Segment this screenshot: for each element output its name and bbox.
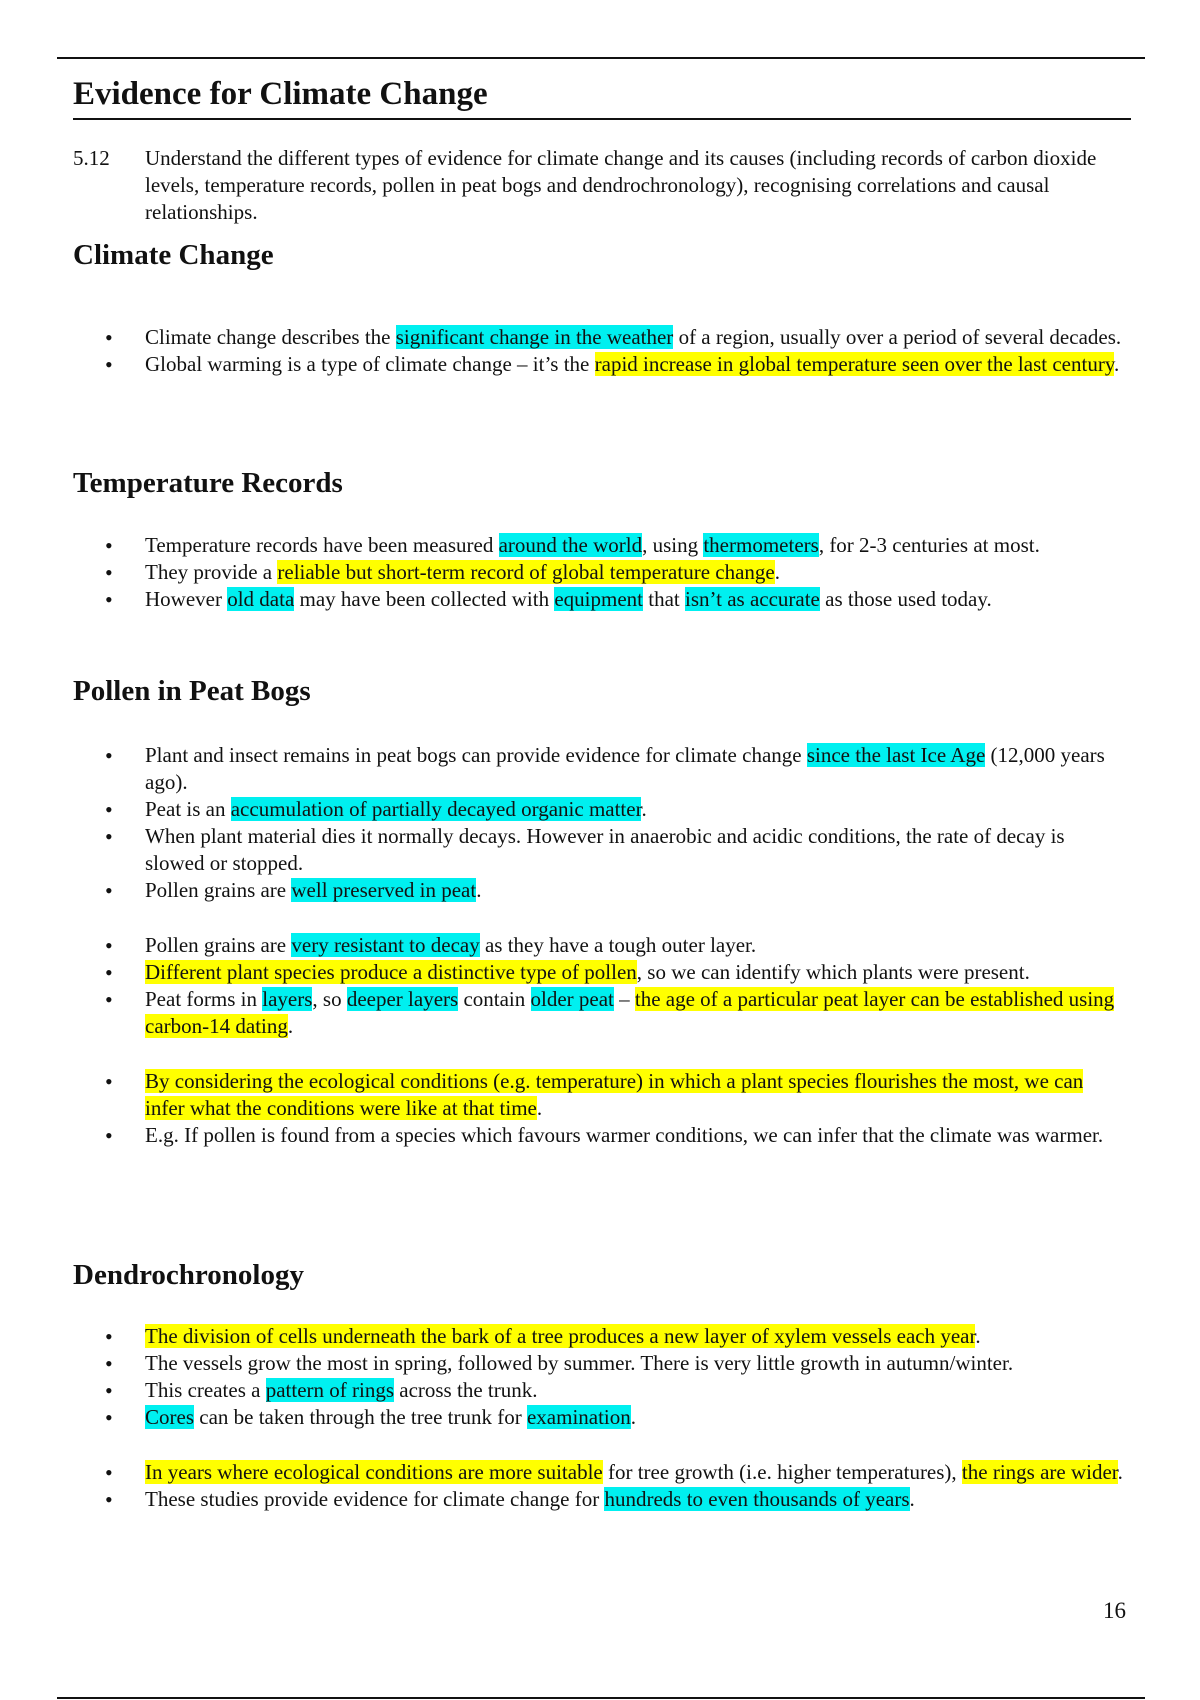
text: . [536,1096,543,1120]
text: as they have a tough outer layer. [479,933,757,957]
highlight-cyan: old data [227,587,295,611]
text: They provide a [145,560,278,584]
text: , so we can identify which plants were present. [636,960,1030,984]
highlight-cyan: since the last Ice Age [806,743,986,767]
text: The vessels grow the most in spring, followed by summer. There is very little growth in autumn/winter. [145,1351,1014,1375]
list-item [105,324,1125,351]
highlight-cyan: significant change in the weather [395,325,674,349]
list-item [105,1404,1125,1431]
text: Climate change describes the [145,325,396,349]
list-item [105,1068,1125,1122]
spec-text: Understand the different types of evidence for climate change and its causes (including records of carbon dioxide levels, temperature records, pollen in peat bogs and dendrochronology), recognising correlations and causal relationships. [145,146,1097,224]
text: . [1113,352,1120,376]
text: for tree growth (i.e. higher temperatures), [602,1460,962,1484]
page-title: Evidence for Climate Change [73,72,1131,120]
text: as those used today. [819,587,992,611]
text: , for 2-3 centuries at most. [818,533,1040,557]
temperature-records-list [105,532,1125,613]
highlight-cyan: well preserved in peat [291,878,477,902]
spec-statement [73,145,1113,226]
list-item [105,796,1125,823]
text: . [774,560,780,584]
list-item [105,986,1125,1040]
text: may have been collected with [294,587,555,611]
text: When plant material dies it normally decays. However in anaerobic and acidic conditions, the rate of decay is slowed or stopped. [145,824,1065,875]
highlight-cyan: Cores [145,1405,194,1429]
highlight-yellow: the age of a particular peat layer can be established using carbon-14 dating [145,987,1115,1038]
highlight-cyan: around the world [498,533,643,557]
list-item [105,1350,1125,1377]
highlight-cyan: very resistant to decay [291,933,480,957]
text: . [476,878,482,902]
list-item [105,559,1125,586]
highlight-yellow: the rings are wider [961,1460,1118,1484]
list-item [105,823,1125,877]
text: Peat is an [145,797,231,821]
text: (12,000 years ago). [145,743,1105,794]
list-item [105,742,1125,796]
text: across the trunk. [394,1378,538,1402]
text: This creates a [145,1378,266,1402]
text: . [287,1014,294,1038]
bottom-rule [57,1697,1145,1699]
text: Temperature records have been measured [145,533,499,557]
text: These studies provide evidence for climate change for [145,1487,605,1511]
list-item [105,1486,1125,1513]
text: Plant and insect remains in peat bogs can provide evidence for climate change [145,743,807,767]
text: . [1117,1460,1123,1484]
text: of a region, usually over a period of several decades. [673,325,1122,349]
text: contain [458,987,531,1011]
highlight-yellow: The division of cells underneath the bark of a tree produces a new layer of xylem vessels each year [145,1324,976,1348]
heading-climate-change: Climate Change [73,239,274,271]
list-item [105,351,1125,378]
heading-dendrochronology: Dendrochronology [73,1259,304,1291]
list-item [105,1377,1125,1404]
top-rule [57,57,1145,59]
heading-temperature-records: Temperature Records [73,467,343,499]
text: can be taken through the tree trunk for [194,1405,527,1429]
list-item [105,877,1125,904]
list-item [105,1459,1125,1486]
climate-change-list [105,324,1125,378]
highlight-yellow: By considering the ecological conditions (e.g. temperature) in which a plant species flourishes the most, we can infer what the conditions were like at that time [145,1069,1084,1120]
spec-number: 5.12 [73,146,110,170]
text: , using [642,533,704,557]
text: Pollen grains are [145,878,292,902]
highlight-cyan: deeper layers [346,987,459,1011]
text: However [145,587,228,611]
list-item [105,586,1125,613]
list-item [105,532,1125,559]
list-item [105,959,1125,986]
highlight-yellow: rapid increase in global temperature seen over the last century [594,352,1114,376]
highlight-cyan: isn’t as accurate [685,587,820,611]
highlight-cyan: hundreds to even thousands of years [604,1487,910,1511]
list-item [105,932,1125,959]
text: . [909,1487,915,1511]
highlight-cyan: accumulation of partially decayed organic matter [230,797,642,821]
heading-pollen-peat-bogs: Pollen in Peat Bogs [73,675,311,707]
text: , so [312,987,347,1011]
dendrochronology-list [105,1323,1125,1513]
text: . [641,797,647,821]
highlight-cyan: layers [262,987,313,1011]
text: Pollen grains are [145,933,292,957]
page-number: 16 [1103,1598,1126,1623]
list-item [105,1122,1125,1149]
text: . [975,1324,981,1348]
text: – [613,987,635,1011]
highlight-cyan: older peat [530,987,614,1011]
text: E.g. If pollen is found from a species which favours warmer conditions, we can infer that the climate was warmer. [145,1123,1104,1147]
list-item [105,1323,1125,1350]
highlight-yellow: Different plant species produce a distinctive type of pollen [145,960,637,984]
highlight-yellow: reliable but short-term record of global temperature change [277,560,775,584]
highlight-cyan: equipment [554,587,643,611]
text: Peat forms in [145,987,263,1011]
text: that [643,587,685,611]
highlight-cyan: examination [526,1405,631,1429]
text: Global warming is a type of climate change – it’s the [145,352,595,376]
highlight-yellow: In years where ecological conditions are more suitable [145,1460,603,1484]
text: . [630,1405,637,1429]
pollen-list [105,742,1125,1149]
highlight-cyan: pattern of rings [265,1378,394,1402]
highlight-cyan: thermometers [703,533,819,557]
